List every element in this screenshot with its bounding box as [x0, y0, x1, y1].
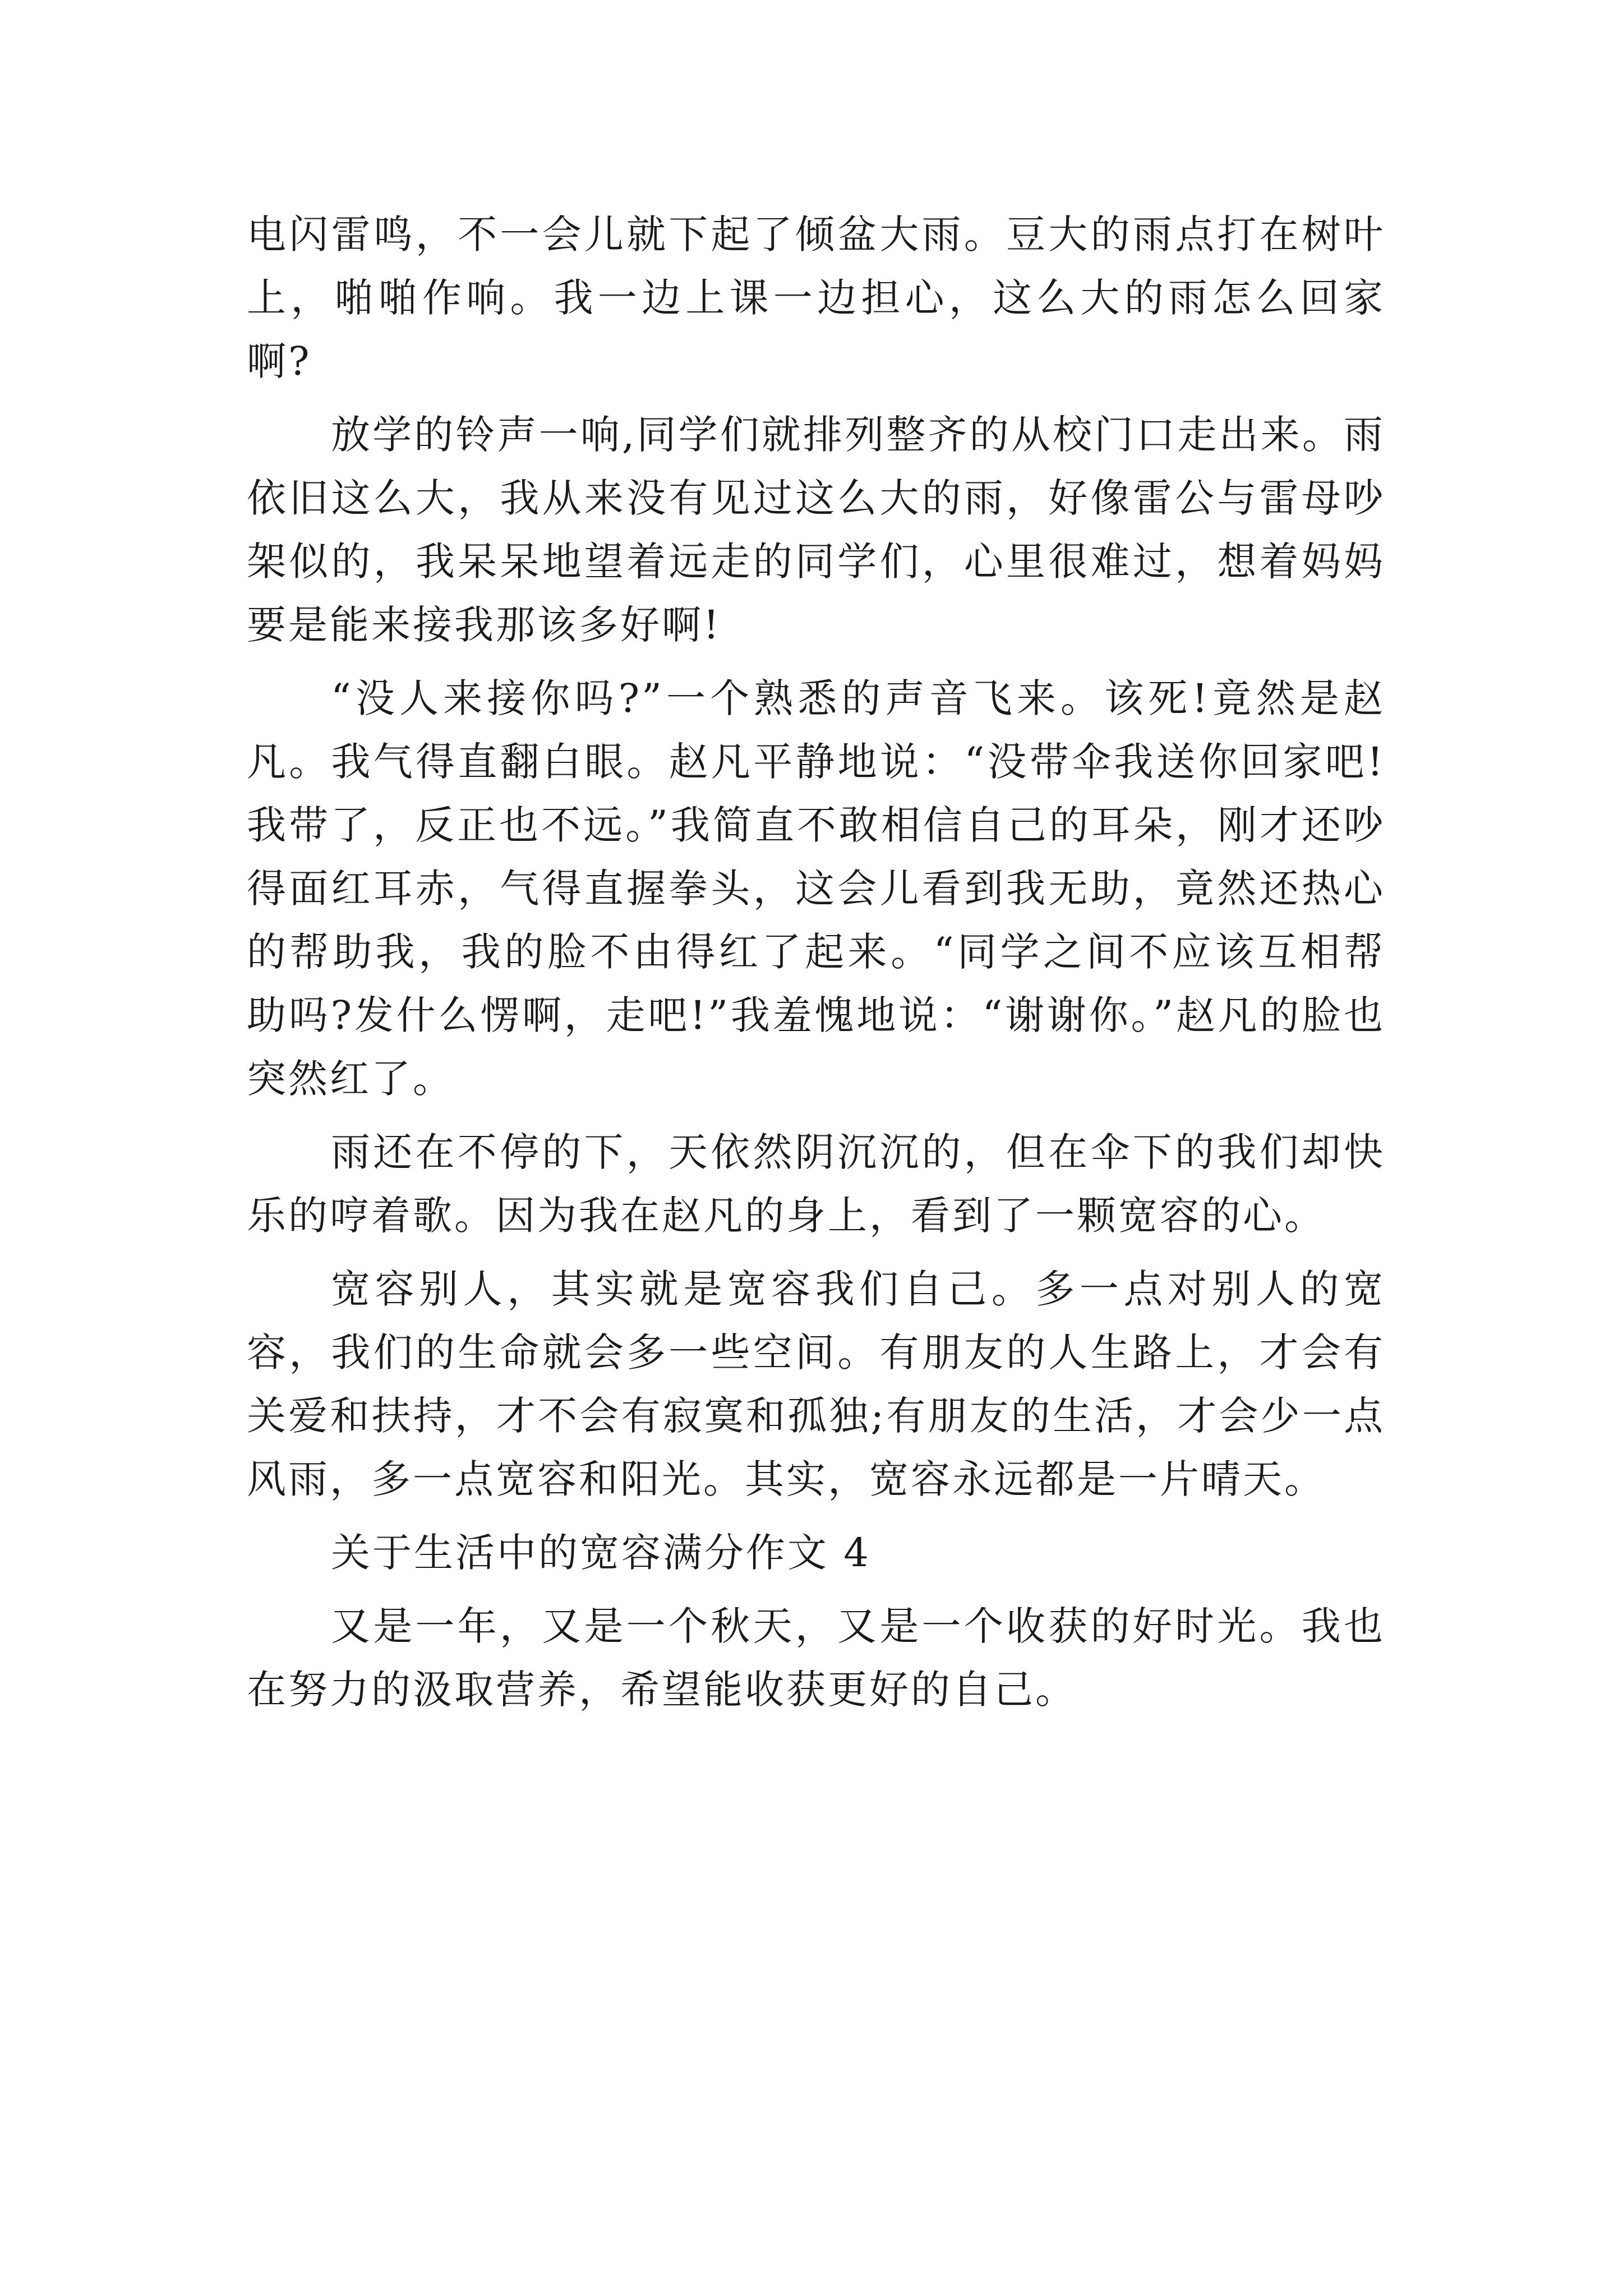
section-heading: 关于生活中的宽容满分作文 4	[331, 1530, 871, 1576]
paragraph-2: 放学的铃声一响,同学们就排列整齐的从校门口走出来。雨依旧这么大，我从来没有见过这么大的雨，好像雷公与雷母吵架似的，我呆呆地望着远走的同学们，心里很难过，想着妈妈要是能来接我那该多好啊!	[247, 412, 1385, 648]
paragraph-1: 电闪雷鸣，不一会儿就下起了倾盆大雨。豆大的雨点打在树叶上，啪啪作响。我一边上课一边担心，这么大的雨怎么回家啊?	[247, 211, 1385, 384]
paragraph-3: “没人来接你吗?”一个熟悉的声音飞来。该死!竟然是赵凡。我气得直翻白眼。赵凡平静地说：“没带伞我送你回家吧!我带了，反正也不远。”我简直不敢相信自己的耳朵，刚才还吵得面红耳赤，气得直握拳头，这会儿看到我无助，竟然还热心的帮助我，我的脸不由得红了起来。“同学之间不应该互相帮助吗?发什么愣啊，走吧!”我羞愧地说：“谢谢你。”赵凡的脸也突然红了。	[247, 675, 1385, 1102]
paragraph-6: 又是一年，又是一个秋天，又是一个收获的好时光。我也在努力的汲取营养，希望能收获更好的自己。	[247, 1603, 1385, 1713]
paragraph-4: 雨还在不停的下，天依然阴沉沉的，但在伞下的我们却快乐的哼着歌。因为我在赵凡的身上，看到了一颗宽容的心。	[247, 1129, 1385, 1239]
paragraph-5: 宽容别人，其实就是宽容我们自己。多一点对别人的宽容，我们的生命就会多一些空间。有朋友的人生路上，才会有关爱和扶持，才不会有寂寞和孤独;有朋友的生活，才会少一点风雨，多一点宽容和阳光。其实，宽容永远都是一片晴天。	[247, 1266, 1385, 1502]
document-body	[247, 203, 1385, 1732]
